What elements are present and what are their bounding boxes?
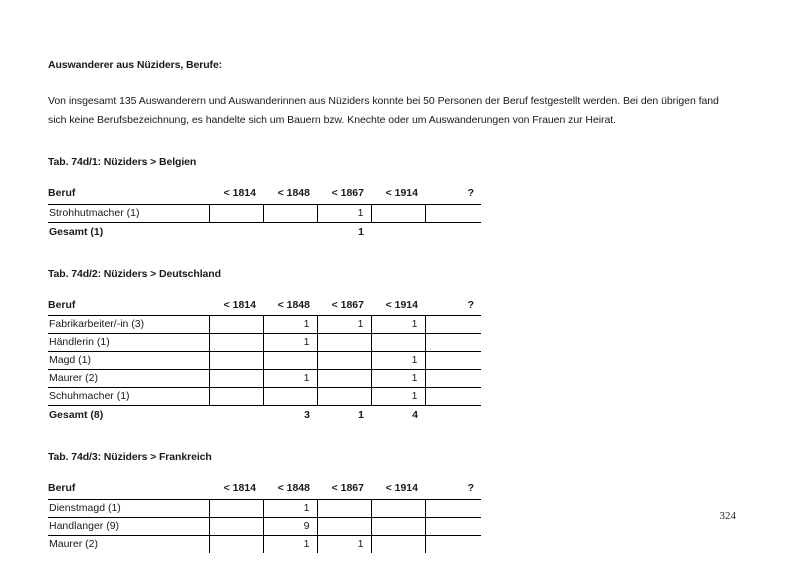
table-row — [48, 370, 481, 388]
table-row — [48, 388, 481, 406]
column-header-c1814: < 1814 — [209, 297, 263, 316]
column-header-beruf: Beruf — [48, 297, 209, 316]
section-spacer — [48, 424, 736, 450]
cell-c1914 — [371, 517, 425, 535]
caption-spacer — [48, 464, 736, 480]
total-c1814 — [209, 406, 263, 425]
column-header-c1848: < 1848 — [263, 297, 317, 316]
column-header-c1814: < 1814 — [209, 185, 263, 204]
cell-c1867: 1 — [317, 204, 371, 222]
cell-c1814 — [209, 388, 263, 406]
total-unknown — [425, 222, 481, 241]
cell-c1814 — [209, 370, 263, 388]
section-spacer — [48, 241, 736, 267]
tables-container — [48, 129, 736, 553]
table-total-row — [48, 222, 481, 241]
table-total-row — [48, 406, 481, 425]
cell-c1848: 1 — [263, 334, 317, 352]
occupation-table — [48, 185, 481, 241]
cell-c1848: 1 — [263, 370, 317, 388]
table-row — [48, 316, 481, 334]
table-row — [48, 204, 481, 222]
cell-c1814 — [209, 499, 263, 517]
cell-c1848: 1 — [263, 535, 317, 553]
occupation-table — [48, 480, 481, 553]
cell-c1814 — [209, 535, 263, 553]
cell-c1814 — [209, 316, 263, 334]
cell-c1867 — [317, 517, 371, 535]
column-header-c1867: < 1867 — [317, 297, 371, 316]
cell-beruf: Händlerin (1) — [48, 334, 209, 352]
cell-unknown — [425, 517, 481, 535]
page-title: Auswanderer aus Nüziders, Berufe: — [48, 59, 223, 71]
cell-c1867 — [317, 352, 371, 370]
total-c1914: 4 — [412, 409, 418, 421]
total-c1867: 1 — [358, 409, 364, 421]
column-header-c1867: < 1867 — [317, 185, 371, 204]
table-header-row — [48, 480, 481, 499]
caption-spacer — [48, 169, 736, 185]
cell-c1848: 1 — [263, 499, 317, 517]
column-header-c1914: < 1914 — [371, 480, 425, 499]
cell-beruf: Dienstmagd (1) — [48, 499, 209, 517]
cell-c1867 — [317, 334, 371, 352]
cell-unknown — [425, 388, 481, 406]
cell-c1848 — [263, 204, 317, 222]
total-label: Gesamt (1) — [49, 225, 104, 238]
cell-c1814 — [209, 517, 263, 535]
cell-beruf: Maurer (2) — [48, 535, 209, 553]
cell-c1914 — [371, 535, 425, 553]
table-row — [48, 535, 481, 553]
cell-c1867 — [317, 370, 371, 388]
cell-c1914: 1 — [371, 316, 425, 334]
column-header-c1914: < 1914 — [371, 297, 425, 316]
column-header-c1848: < 1848 — [263, 480, 317, 499]
cell-c1814 — [209, 204, 263, 222]
cell-unknown — [425, 370, 481, 388]
column-header-unknown: ? — [425, 185, 481, 204]
column-header-c1814: < 1814 — [209, 480, 263, 499]
column-header-beruf: Beruf — [48, 185, 209, 204]
cell-unknown — [425, 316, 481, 334]
cell-beruf: Magd (1) — [48, 352, 209, 370]
cell-c1914 — [371, 204, 425, 222]
table-header-row — [48, 185, 481, 204]
table-row — [48, 499, 481, 517]
table-caption: Tab. 74d/3: Nüziders > Frankreich — [48, 451, 212, 463]
cell-c1814 — [209, 352, 263, 370]
page-number: 324 — [719, 510, 736, 522]
column-header-beruf: Beruf — [48, 480, 209, 499]
cell-c1867: 1 — [317, 535, 371, 553]
table-caption: Tab. 74d/2: Nüziders > Deutschland — [48, 267, 221, 280]
occupation-table — [48, 297, 481, 425]
table-row — [48, 517, 481, 535]
cell-c1867 — [317, 499, 371, 517]
total-c1848 — [263, 222, 317, 241]
column-header-c1867: < 1867 — [317, 480, 371, 499]
cell-beruf: Strohhutmacher (1) — [48, 204, 209, 222]
cell-unknown — [425, 334, 481, 352]
cell-beruf: Fabrikarbeiter/-in (3) — [48, 316, 209, 334]
cell-c1867 — [317, 388, 371, 406]
total-c1848: 3 — [304, 409, 310, 421]
table-header-row — [48, 297, 481, 316]
column-header-unknown: ? — [425, 480, 481, 499]
cell-beruf: Maurer (2) — [48, 370, 209, 388]
intro-paragraph: Von insgesamt 135 Auswanderern und Auswanderinnen aus Nüziders konnte bei 50 Personen der Beruf festgestellt werden. Bei den übrigen fand sich keine Berufsbezeichnung, es handelte sich um Bauern bzw. Knechte oder um Auswanderungen von Frauen zur Heirat. — [48, 95, 719, 126]
cell-unknown — [425, 499, 481, 517]
column-header-c1914: < 1914 — [371, 185, 425, 204]
cell-c1848 — [263, 388, 317, 406]
table-row — [48, 334, 481, 352]
table-caption: Tab. 74d/1: Nüziders > Belgien — [48, 156, 197, 168]
total-c1814 — [209, 222, 263, 241]
section-spacer — [48, 129, 736, 155]
cell-beruf: Handlanger (9) — [48, 517, 209, 535]
column-header-c1848: < 1848 — [263, 185, 317, 204]
cell-c1814 — [209, 334, 263, 352]
cell-unknown — [425, 204, 481, 222]
caption-spacer — [48, 281, 736, 297]
column-header-unknown: ? — [425, 297, 481, 316]
cell-c1848: 9 — [263, 517, 317, 535]
cell-c1914 — [371, 499, 425, 517]
cell-c1848: 1 — [263, 316, 317, 334]
cell-c1914: 1 — [371, 352, 425, 370]
cell-c1914 — [371, 334, 425, 352]
cell-beruf: Schuhmacher (1) — [48, 388, 209, 406]
cell-c1867: 1 — [317, 316, 371, 334]
total-label: Gesamt (8) — [49, 409, 104, 421]
cell-c1848 — [263, 352, 317, 370]
table-row — [48, 352, 481, 370]
total-c1867: 1 — [358, 225, 364, 238]
total-unknown — [425, 406, 481, 425]
cell-c1914: 1 — [371, 388, 425, 406]
cell-unknown — [425, 535, 481, 553]
total-c1914 — [371, 222, 425, 241]
page-content — [48, 58, 736, 553]
cell-c1914: 1 — [371, 370, 425, 388]
cell-unknown — [425, 352, 481, 370]
